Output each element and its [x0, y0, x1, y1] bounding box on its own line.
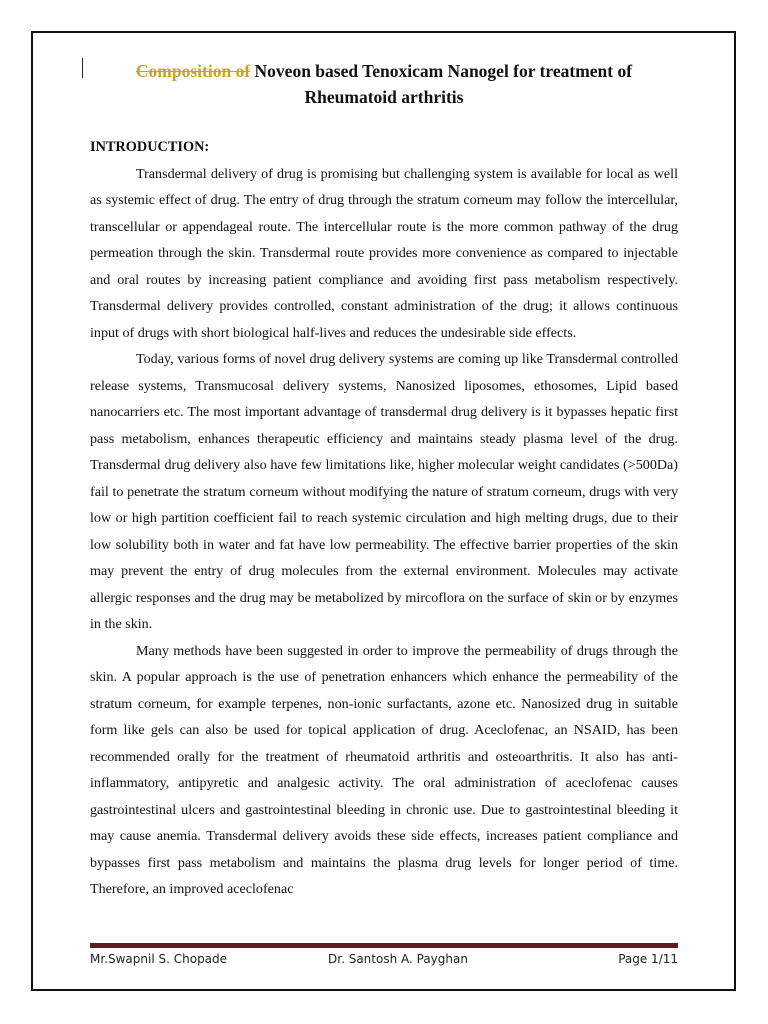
section-heading: INTRODUCTION: — [90, 139, 210, 155]
document-title — [90, 58, 678, 110]
paragraph-3: Many methods have been suggested in order to improve the permeability of drugs through the skin. A popular approach is the use of penetration enhancers which enhance the permeability of the stratum corneum, for example terpenes, non-ionic surfactants, azone etc. Nanosized drug in suitable form like gels can also be used for topical application of drug. Aceclofenac, an NSAID, has been recommended orally for the treatment of rheumatoid arthritis and osteoarthritis. It also has anti-inflammatory, antipyretic and analgesic activity. The oral administration of aceclofenac causes gastrointestinal ulcers and gastrointestinal bleeding in chronic use. Due to gastrointestinal bleeding it may cause anemia. Transdermal delivery avoids these side effects, increases patient compliance and bypasses first pass metabolism and maintains the plasma drug levels for longer period of time. Therefore, an improved aceclofenac — [90, 642, 678, 897]
paragraph-1: Transdermal delivery of drug is promising but challenging system is available for local as well as systemic effect of drug. The entry of drug through the stratum corneum may follow the intercellular, transcellular or appendageal route. The intercellular route is the more common pathway of the drug permeation through the skin. Transdermal route provides more convenience as compared to injectable and oral routes by increasing patient compliance and avoiding first pass metabolism respectively. Transdermal delivery provides controlled, constant administration of the drug; it allows continuous input of drugs with short biological half-lives and reduces the undesirable side effects. — [90, 165, 678, 341]
revision-change-bar — [82, 58, 83, 78]
page-footer — [90, 952, 678, 972]
title-deleted-text: Composition of — [135, 61, 251, 81]
footer-author-1: Mr.Swapnil S. Chopade — [90, 952, 228, 966]
footer-rule — [90, 943, 678, 948]
document-body — [90, 134, 678, 903]
title-main-text: Noveon based Tenoxicam Nanogel for treatment of — [250, 61, 633, 81]
footer-author-2: Dr. Santosh A. Payghan — [328, 952, 468, 966]
paragraph-2: Today, various forms of novel drug delivery systems are coming up like Transdermal controlled release systems, Transmucosal delivery systems, Nanosized liposomes, ethosomes, Lipid based nanocarriers etc. The most important advantage of transdermal drug delivery is it bypasses hepatic first pass metabolism, enhances therapeutic efficiency and maintains steady plasma level of the drug. Transdermal drug delivery also have few limitations like, higher molecular weight candidates (>500Da) fail to penetrate the stratum corneum without modifying the nature of stratum corneum, drugs with very low or high partition coefficient fail to reach systemic circulation and high melting drugs, due to their low solubility both in water and fat have low permeability. The effective barrier properties of the skin may prevent the entry of drug molecules from the external environment. Molecules may activate allergic responses and the drug may be metabolized by mircoflora on the surface of skin or by enzymes in the skin. — [90, 351, 678, 632]
title-second-line: Rheumatoid arthritis — [304, 87, 464, 107]
footer-page-number: Page 1/11 — [618, 952, 678, 966]
